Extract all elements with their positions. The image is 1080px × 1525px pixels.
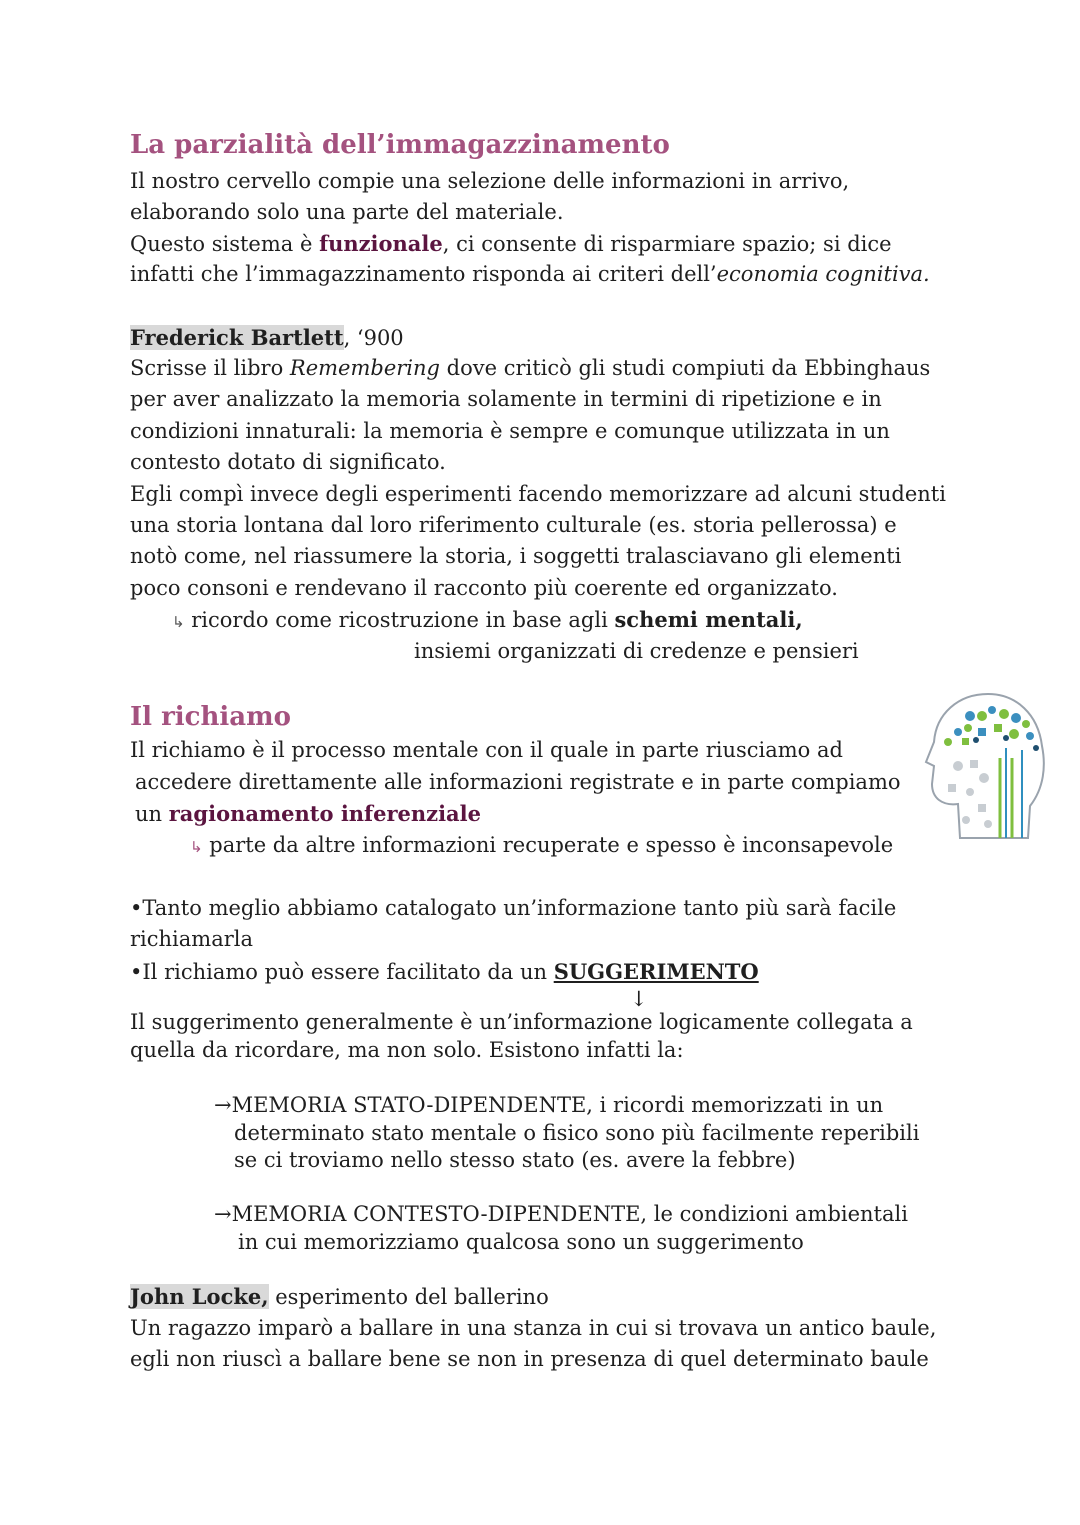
memory-type-context: in cui memorizziamo qualcosa sono un suggerimento (238, 1230, 804, 1254)
body-text: una storia lontana dal loro riferimento culturale (es. storia pellerossa) e (130, 513, 897, 537)
author-heading: John Locke, esperimento del ballerino (130, 1284, 549, 1309)
section-title-recall: Il richiamo (130, 702, 291, 732)
hook-arrow-icon: ↳ (190, 838, 203, 856)
hook-arrow-icon: ↳ (172, 613, 185, 631)
body-text: elaborando solo una parte del materiale. (130, 200, 564, 224)
body-text: Questo sistema è funzionale, ci consente di risparmiare spazio; si dice (130, 231, 892, 256)
body-text: poco consoni e rendevano il racconto più coerente ed organizzato. (130, 576, 838, 600)
body-text: quella da ricordare, ma non solo. Esistono infatti la: (130, 1038, 684, 1062)
body-text: Il richiamo è il processo mentale con il quale in parte riusciamo ad (130, 738, 843, 762)
italic-term: economia cognitiva. (716, 262, 930, 286)
bullet-line: richiamarla (130, 927, 253, 951)
conclusion-line: insiemi organizzati di credenze e pensieri (414, 639, 859, 663)
emphasis-term: ragionamento inferenziale (168, 801, 481, 826)
body-text: accedere direttamente alle informazioni registrate e in parte compiamo (135, 770, 901, 794)
schemi-mentali-term: schemi mentali, (614, 607, 803, 632)
section-title-storage: La parzialità dell’immagazzinamento (130, 130, 670, 160)
body-text: Il nostro cervello compie una selezione delle informazioni in arrivo, (130, 169, 850, 193)
body-text: Un ragazzo imparò a ballare in una stanza in cui si trovava un antico baule, (130, 1316, 937, 1340)
memory-type-state: →MEMORIA STATO-DIPENDENTE, i ricordi memorizzati in un (214, 1093, 884, 1117)
body-text: per aver analizzato la memoria solamente in termini di ripetizione e in (130, 387, 882, 411)
memory-type-context: →MEMORIA CONTESTO-DIPENDENTE, le condizioni ambientali (214, 1202, 908, 1226)
memory-type-state: se ci troviamo nello stesso stato (es. avere la febbre) (234, 1148, 796, 1172)
bullet-line: •Tanto meglio abbiamo catalogato un’informazione tanto più sarà facile (130, 896, 897, 920)
conclusion-line: ↳ ricordo come ricostruzione in base agli schemi mentali, (172, 607, 803, 632)
author-name: John Locke, (130, 1284, 269, 1309)
body-text: egli non riuscì a ballare bene se non in presenza di quel determinato baule (130, 1347, 929, 1371)
emphasis-term: funzionale (319, 231, 443, 256)
brain-head-icon (918, 688, 1048, 848)
body-text: Egli compì invece degli esperimenti facendo memorizzare ad alcuni studenti (130, 482, 946, 506)
memory-type-state: determinato stato mentale o fisico sono più facilmente reperibili (234, 1121, 920, 1145)
suggerimento-term: SUGGERIMENTO (553, 959, 759, 984)
bullet-line: •Il richiamo può essere facilitato da un SUGGERIMENTO (130, 959, 759, 984)
author-heading: Frederick Bartlett, ‘900 (130, 325, 404, 350)
body-text: Il suggerimento generalmente è un’informazione logicamente collegata a (130, 1010, 913, 1034)
author-name: Frederick Bartlett (130, 325, 344, 350)
note-line: ↳ parte da altre informazioni recuperate e spesso è inconsapevole (190, 833, 894, 857)
body-text: condizioni innaturali: la memoria è sempre e comunque utilizzata in un (130, 419, 890, 443)
body-text: un ragionamento inferenziale (135, 801, 481, 826)
body-text: Scrisse il libro Remembering dove criticò gli studi compiuti da Ebbinghaus (130, 356, 931, 380)
body-text: notò come, nel riassumere la storia, i soggetti tralasciavano gli elementi (130, 544, 902, 568)
body-text: contesto dotato di significato. (130, 450, 446, 474)
book-title: Remembering (289, 356, 440, 380)
down-arrow-icon: ↓ (630, 987, 648, 1011)
body-text: infatti che l’immagazzinamento risponda ai criteri dell’economia cognitiva. (130, 262, 930, 286)
